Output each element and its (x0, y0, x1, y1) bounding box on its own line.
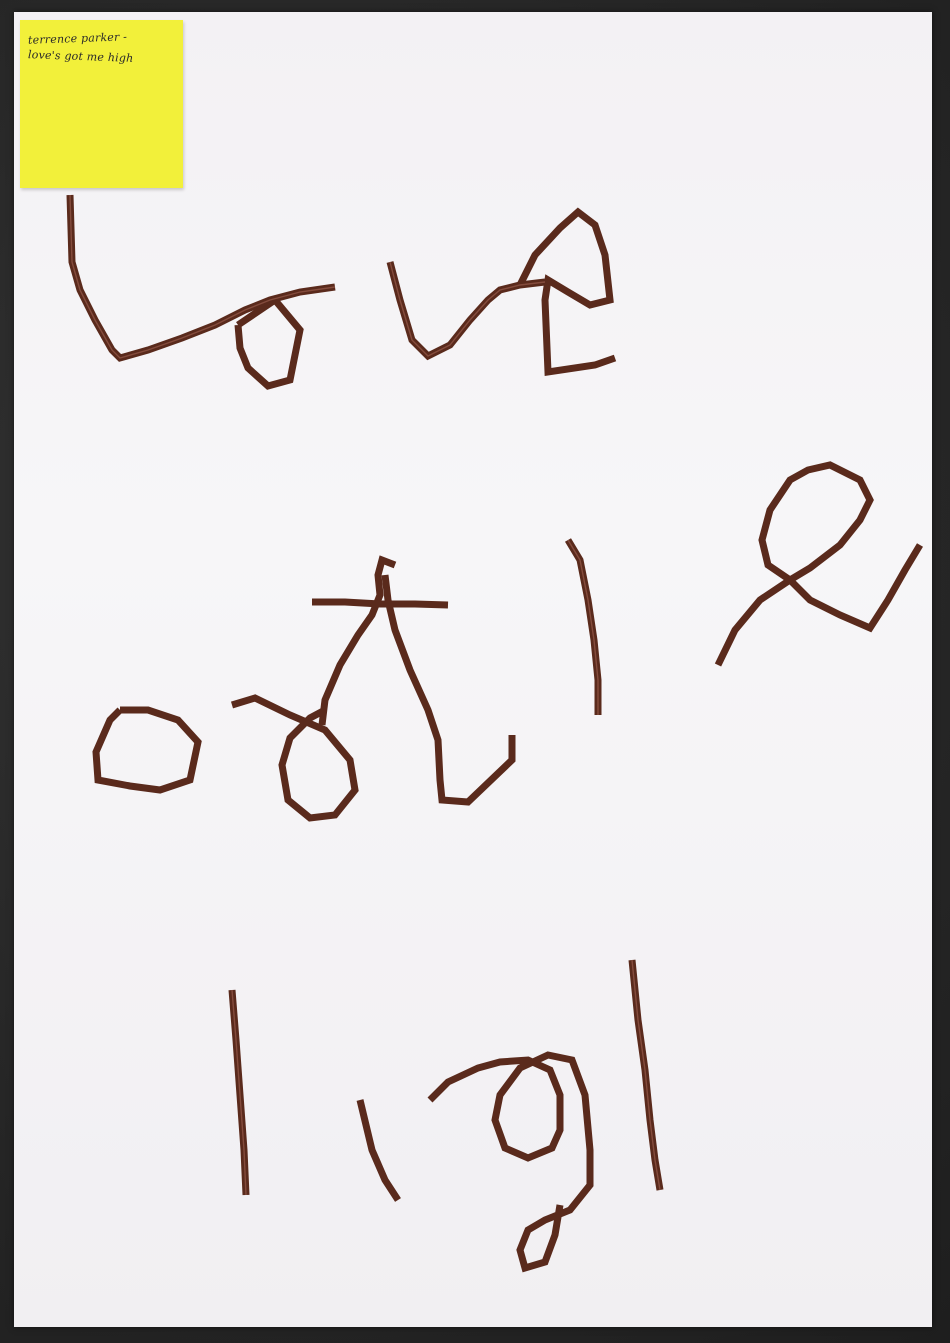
tape-word-got (96, 560, 512, 818)
tape-word-me (568, 465, 920, 715)
tape-letter-t-bar (312, 602, 448, 605)
tape-letter-o (238, 300, 300, 386)
tape-letter-g (96, 710, 198, 790)
tape-letter-i (360, 1100, 398, 1200)
tape-letter-e2 (718, 465, 920, 665)
tape-letter-g2 (430, 1055, 590, 1268)
tape-word-high (232, 960, 660, 1268)
tape-letter-m (568, 540, 598, 715)
sticky-note-line-2: love's got me high (27, 48, 134, 65)
tape-letter-t-stem2 (385, 575, 512, 802)
tape-letter-o2 (232, 698, 355, 818)
sticky-note-line-1: terrence parker - (27, 30, 128, 47)
tape-letter-l (70, 195, 335, 358)
tape-letter-e (520, 212, 615, 372)
tape-word-love (70, 195, 615, 386)
